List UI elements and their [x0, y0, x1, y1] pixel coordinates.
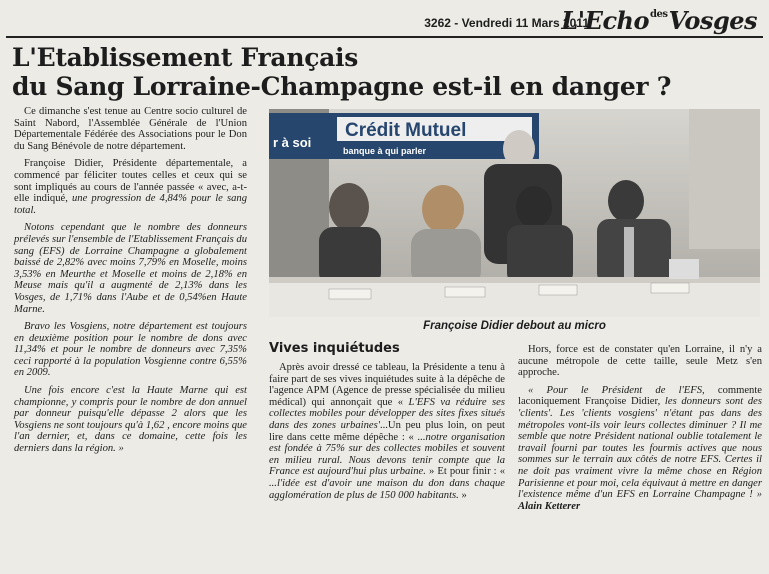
- paragraph: Une fois encore c'est la Haute Marne qui est championne, y compris pour le nombre de don annuel par donneur puisqu'elle dépasse 2 alors que les Vosgiens ne sont toujours qu'à 1,62 , encore moins que l'an dernier, et, dans ce domaine, cette fois les derniers dans la région. »: [14, 385, 247, 455]
- paragraph: Hors, force est de constater qu'en Lorraine, il n'y a aucune métropole de cette taille, seule Metz s'en approche.: [518, 344, 762, 379]
- newspaper-logo-des: des: [650, 9, 668, 20]
- masthead-rule: [6, 36, 763, 38]
- paragraph: Ce dimanche s'est tenue au Centre socio culturel de Saint Nabord, l'Assemblée Générale de l'Union Départementale Fédérée des Associations pour le Don du Sang Bénévole de notre département.: [14, 106, 247, 152]
- paragraph: « Pour le Président de l'EFS, commente laconiquement Françoise Didier, les donneurs sont des 'clients'. Les 'clients vosgiens' n'étant pas dans des métropoles vont-ils voir leurs collectes diminuer ? Il me semble que notre Président national oublie totalement le travail fourni par toutes les fourmis actives que nous sommes sur le terrain aux côtés de notre EFS. Certes il ne doit pas vraiment vivre la même chose en Région Parisienne et pour moi, cela équivaut à mettre en danger l'existence même d'un EFS en Lorraine Champagne ! » Alain Ketterer: [518, 384, 762, 512]
- photo-caption: Françoise Didier debout au micro: [423, 320, 606, 332]
- article-headline: [12, 43, 769, 101]
- article-photo: [269, 109, 760, 317]
- paragraph: Notons cependant que le nombre des donneurs prélevés sur l'ensemble de l'Etablissement Français du sang (EFS) de Lorraine Champagne a globalement baissé de 2,82% avec moins 7,79% en Moselle, moins 3,53% en Meurthe et Moselle et moins de 2,18% en Meuse mais qu'il a augmenté de 2,13% dans les Vosges, de 1,71% dans l'Aube et de 0,54%en Haute Marne.: [14, 222, 247, 315]
- article-column-1: [14, 106, 247, 461]
- author-signature: Alain Ketterer: [518, 500, 581, 512]
- newspaper-logo: [561, 6, 757, 35]
- headline-line-2: du Sang Lorraine-Champagne est-il en danger ?: [12, 72, 672, 101]
- paragraph: Bravo les Vosgiens, notre département est toujours en deuxième position pour le nombre de dons avec 11,34% et pour le nombre de donneurs avec 7,35% ceci rapporté à la population Vosgienne contre 6,55% en 2009.: [14, 321, 247, 379]
- newspaper-logo-right: Vosges: [668, 6, 757, 35]
- masthead: [0, 6, 769, 36]
- issue-line: 3262 - Vendredi 11 Mars 2011: [424, 16, 589, 30]
- section-subhead: Vives inquiétudes: [269, 341, 400, 356]
- article-column-3: [518, 344, 762, 518]
- newspaper-logo-left: L'Echo: [561, 6, 650, 35]
- photo-illustration: [269, 109, 760, 317]
- banner-left-text: r à soi: [273, 135, 312, 150]
- headline-line-1: L'Etablissement Français: [12, 43, 358, 72]
- banner-tagline: banque à qui parler: [343, 146, 427, 156]
- paragraph: Françoise Didier, Présidente départementale, a commencé par féliciter toutes celles et ceux qui se sont impliqués au cours de l'année passée « avec, a-t-elle indiqué, une progression de 4,84% pour le sang total.: [14, 158, 247, 216]
- banner-brand: Crédit Mutuel: [345, 120, 467, 141]
- article-column-2: [269, 362, 505, 507]
- paragraph: Après avoir dressé ce tableau, la Présidente a tenu à faire part de ses vives inquiétudes suite à la dépêche de l'agence APM (Agence de presse spécialisée du milieu médical) qui annonçait que « L'EFS va réduire ses collectes mobiles pour développer des sites fixes situés dans des zones urbaines'...Un peu plus loin, on peut lire dans cette même dépêche : « ...notre organisation est fondée à 75% sur des collectes mobiles et souvent en milieu rural. Nous devons tenir compte que la France est aujourd'hui plus urbaine. » Et pour finir : « ...l'idée est d'avoir une maison du don dans chaque agglomération de plus de 150 000 habitants. »: [269, 362, 506, 501]
